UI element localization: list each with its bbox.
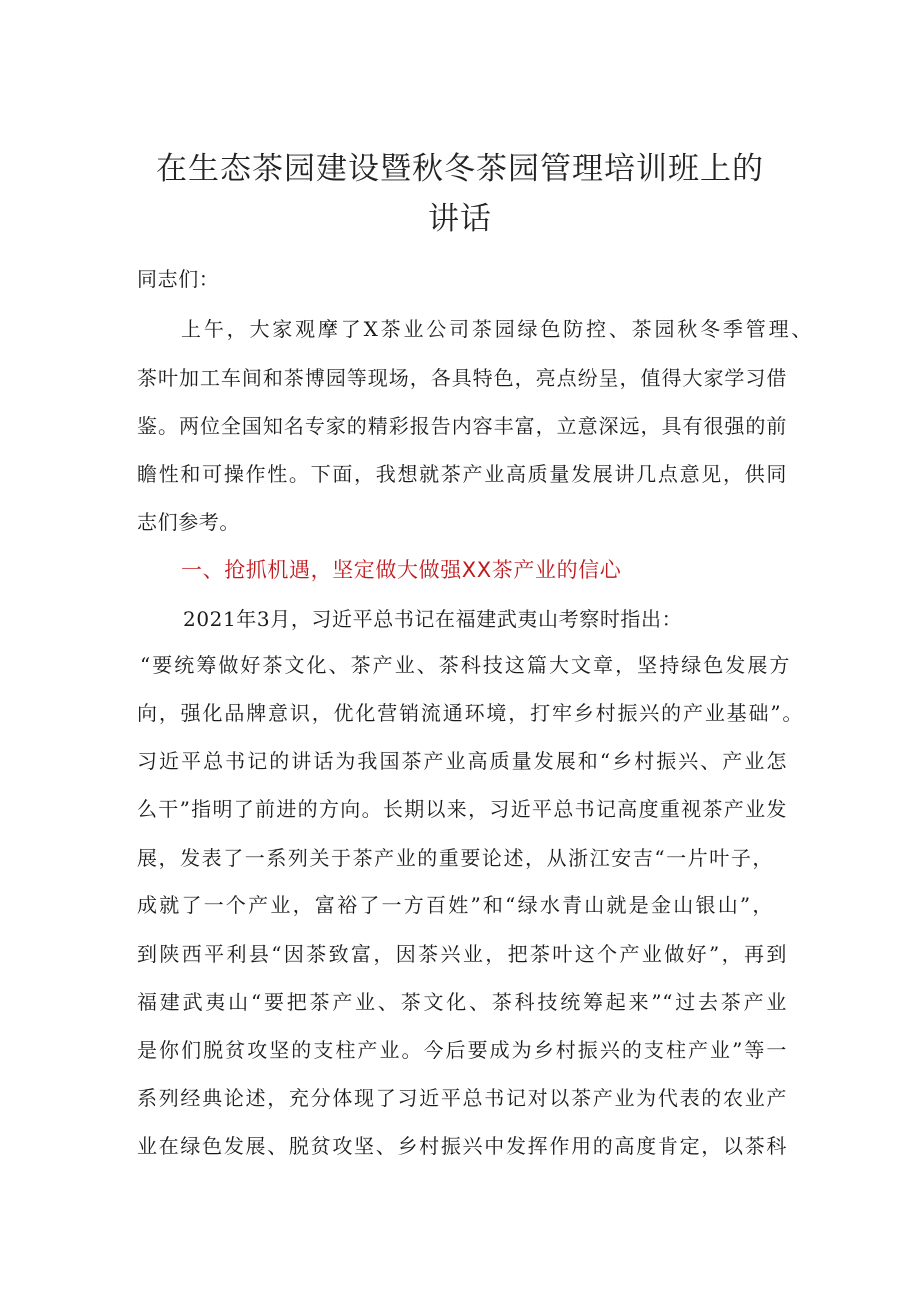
- body-line: 福建武夷山“要把茶产业、茶文化、茶科技统筹起来”“过去茶产业: [137, 990, 787, 1014]
- body-line: 2021年3月，习近平总书记在福建武夷山考察时指出：: [183, 607, 683, 631]
- salutation: 同志们：: [137, 267, 220, 291]
- body-line: 瞻性和可操作性。下面，我想就茶产业高质量发展讲几点意见，供同: [137, 462, 787, 486]
- body-line: 么干”指明了前进的方向。长期以来，习近平总书记高度重视茶产业发: [137, 797, 787, 821]
- body-line: 鉴。两位全国知名专家的精彩报告内容丰富，立意深远，具有很强的前: [137, 414, 787, 438]
- document-title-line-2: 讲话: [428, 201, 492, 237]
- body-line: 是你们脱贫攻坚的支柱产业。今后要成为乡村振兴的支柱产业”等一: [137, 1038, 787, 1062]
- body-line: 志们参考。: [137, 510, 240, 534]
- body-line: “要统筹做好茶文化、茶产业、茶科技这篇大文章，坚持绿色发展方: [140, 653, 790, 677]
- document-title-line-1: 在生态茶园建设暨秋冬茶园管理培训班上的: [156, 151, 764, 187]
- body-line: 系列经典论述，充分体现了习近平总书记对以茶产业为代表的农业产: [137, 1086, 787, 1110]
- body-line: 展，发表了一系列关于茶产业的重要论述，从浙江安吉“一片叶子，: [137, 846, 773, 870]
- body-line: 业在绿色发展、脱贫攻坚、乡村振兴中发挥作用的高度肯定，以茶科: [137, 1134, 787, 1158]
- body-line: 成就了一个产业，富裕了一方百姓”和“绿水青山就是金山银山”，: [137, 893, 773, 917]
- body-line: 习近平总书记的讲话为我国茶产业高质量发展和“乡村振兴、产业怎: [137, 749, 787, 773]
- body-line: 茶叶加工车间和茶博园等现场，各具特色，亮点纷呈，值得大家学习借: [137, 366, 787, 390]
- body-line: 向，强化品牌意识，优化营销流通环境，打牢乡村振兴的产业基础”。: [137, 701, 803, 725]
- body-line: 到陕西平利县“因茶致富，因茶兴业，把茶叶这个产业做好”，再到: [137, 942, 787, 966]
- section-heading: 一、抢抓机遇，坚定做大做强XX茶产业的信心: [181, 558, 622, 582]
- body-line: 上午，大家观摩了X茶业公司茶园绿色防控、茶园秋冬季管理、: [181, 317, 812, 341]
